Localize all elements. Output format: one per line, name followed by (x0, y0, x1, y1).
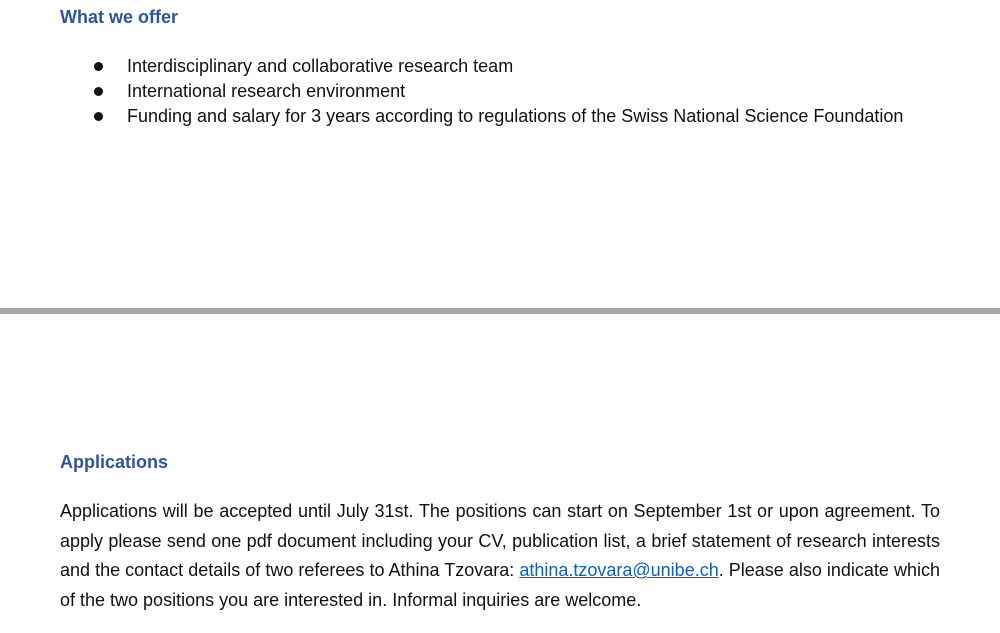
applications-text-before-link: Applications will be accepted until July 31st. The positions can start on September 1st or upon agreement. To apply please send one pdf document including your CV, publication list, a brief statement of research interests and the contact details of two referees to Athina Tzovara: (60, 501, 940, 580)
applications-text-after-link: . Please also indicate which of the two positions you are interested in. Informal inquiries are welcome. (60, 560, 940, 610)
bullet-icon (94, 87, 103, 96)
list-item (90, 54, 903, 79)
list-item (90, 104, 903, 129)
section-heading-what-we-offer: What we offer (60, 7, 179, 27)
applications-paragraph (60, 497, 940, 615)
page-break-divider (0, 308, 1000, 314)
section-heading-applications: Applications (60, 452, 169, 472)
email-link[interactable]: athina.tzovara@unibe.ch (519, 560, 719, 580)
list-item (90, 79, 903, 104)
bullet-icon (94, 112, 103, 121)
list-item-text: Funding and salary for 3 years according to regulations of the Swiss National Science Foundation (127, 106, 904, 126)
offer-list (90, 54, 903, 129)
bullet-icon (94, 62, 103, 71)
list-item-text: Interdisciplinary and collaborative research team (127, 56, 514, 76)
list-item-text: International research environment (127, 81, 406, 101)
